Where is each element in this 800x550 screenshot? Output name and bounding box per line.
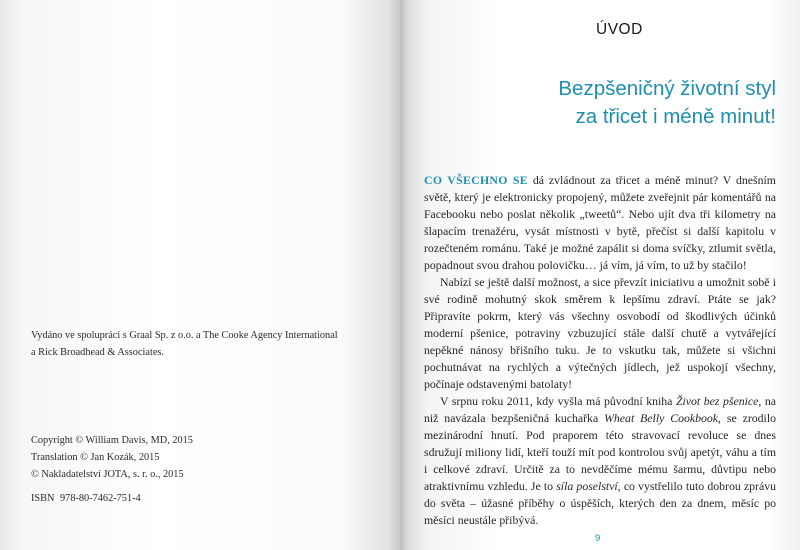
paragraph: Nabízí se ještě další možnost, a sice převzít iniciativu a umožnit sobě i své rodině mohutný skok směrem k lepšímu zdraví. Ptáte se jak? Připravíte pokrm, který vás všechny osvobodí od škodlivých účinků moderní pšenice, potraviny vzbuzující stále další chutě a vytvářející nepěkné nánosy břišního tuku. Je to vskutku tak, můžete si všichni pochutnávat na rychlých a výtečných jídlech, jež uspokojí všechny, počínaje odstavenými batolaty! — [424, 275, 776, 391]
headline-line: za třicet i méně minut! — [575, 105, 776, 128]
chapter-title: ÚVOD — [596, 21, 643, 38]
body-text — [424, 172, 776, 529]
paragraph-text: , se zrodilo mezinárodní hnutí. Pod praporem této stravovací revoluce se dnes sdružují miliony lidí, kteří touží mít pod kontrolou svůj apetýt, váhu a tím i celkové zdraví. Určitě za to nevděčíme mému šarmu, důvtipu nebo atraktivnímu vzhledu. Je to — [424, 411, 776, 493]
paragraph — [424, 393, 776, 529]
copyright-line: © Nakladatelství JOTA, s. r. o., 2015 — [31, 469, 184, 480]
cooperation-line: a Rick Broadhead & Associates. — [31, 347, 164, 358]
page-number: 9 — [595, 533, 601, 544]
emphasis: síla poselství — [556, 479, 618, 493]
cooperation-line: Vydáno ve spolupráci s Graal Sp. z o.o. a The Cooke Agency International — [31, 330, 338, 341]
headline-line: Bezpšeničný životní styl — [558, 77, 776, 100]
paragraph-text: , na niž navázala bezpšeničná kuchařka — [424, 394, 776, 425]
book-title: Wheat Belly Cookbook — [604, 411, 719, 425]
lead-in: CO VŠECHNO SE — [424, 173, 528, 187]
copyright-line: Translation © Jan Kozák, 2015 — [31, 452, 160, 463]
cooperation-note — [31, 327, 338, 361]
section-headline — [440, 75, 776, 131]
paragraph-text: dá zvládnout za třicet a méně minut? V dnešním světě, který je elektronicky propojený, můžete zveřejnit pár komentářů na Facebooku nebo poslat několik „tweetů“. Nebo ujít dva tři kilometry na šlapacím trenažéru, vysát místnosti v bytě, přečíst si další kapitolu v rozečteném románu. Také je možné zapálit si doma svíčky, ztlumit světla, popadnout svou drahou polovičku… já vím, já vím, to už by stačilo! — [424, 173, 776, 272]
paragraph — [424, 172, 776, 274]
copyright-block — [31, 432, 193, 483]
paragraph-text: V srpnu roku 2011, kdy vyšla má původní kniha — [440, 394, 676, 408]
copyright-line: Copyright © William Davis, MD, 2015 — [31, 435, 193, 446]
book-title: Život bez pšenice — [675, 394, 759, 408]
paragraph-text: , co vystřelilo tuto dobrou zprávu do světa – úžasné příběhy o úspěších, kterých den za dnem, měsíc po měsíci neustále přibývá. — [424, 479, 777, 527]
isbn: ISBN 978-80-7462-751-4 — [31, 493, 141, 504]
